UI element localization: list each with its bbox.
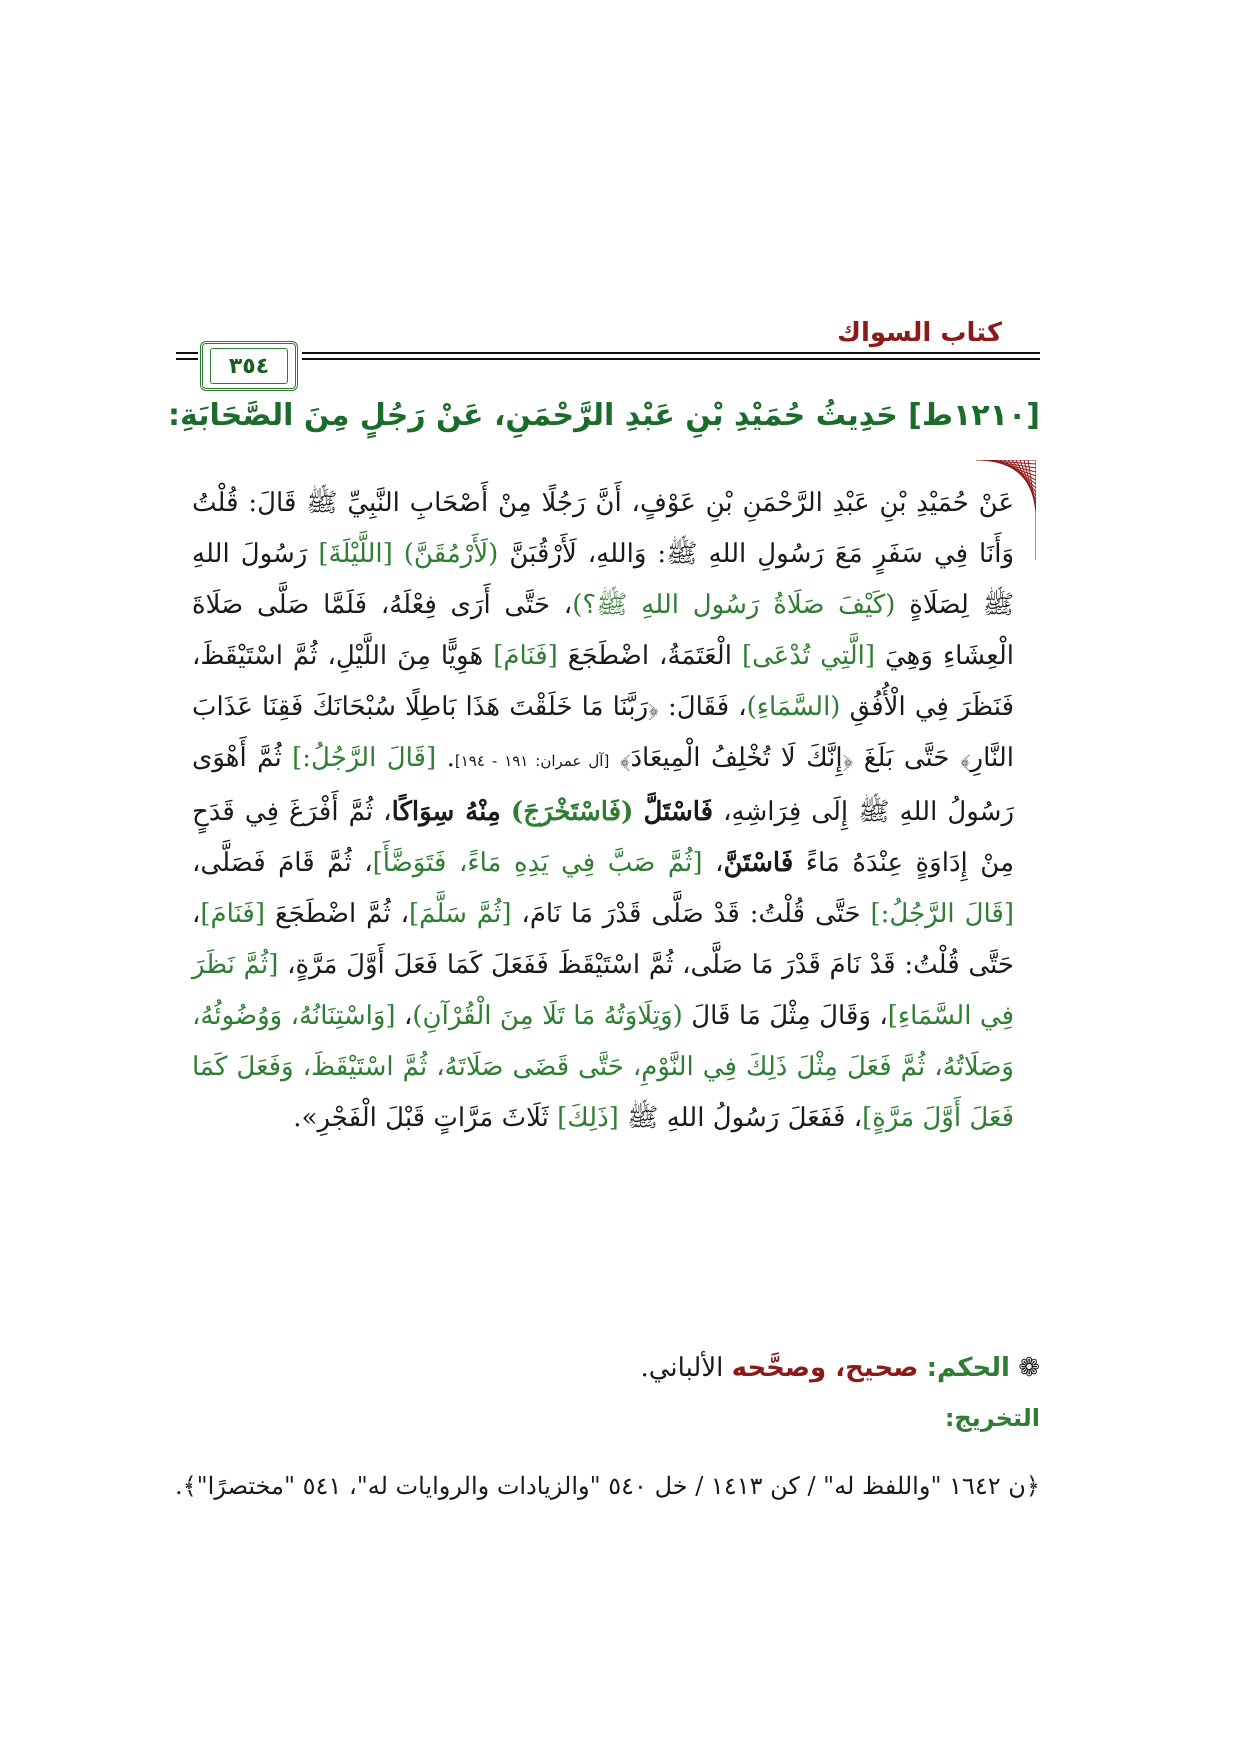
variant-segment: [فَنَامَ] (200, 899, 265, 929)
page-number: ٣٥٤ (210, 348, 288, 384)
hadith-segment: ثَلَاثَ مَرَّاتٍ قَبْلَ الْفَجْرِ». (293, 1103, 558, 1133)
emphasis-segment: فَاسْتَنَّ (723, 848, 794, 878)
emphasis-segment: مِنْهُ سِوَاكًا (391, 797, 501, 827)
emphasis-segment: فَاسْتَلَّ (643, 797, 714, 827)
hadith-segment (633, 797, 643, 827)
hadith-segment: رَسُولَ اللهِ ﷺ لِصَلَاةٍ (192, 539, 1014, 620)
hadith-segment: ، ثُمَّ اضْطَجَعَ (265, 899, 410, 929)
variant-segment: [وَاسْتِنَانُهُ، وَوُضُوئُهُ، وَصَلَاتُهُ، ثُمَّ فَعَلَ مِثْلَ ذَلِكَ فِي النَّوْمِ، حَتَّى قَضَى صَلَاتَهُ، ثُمَّ اسْتَيْقَظَ، وَفَعَلَ كَمَا فَعَلَ أَوَّلَ مَرَّةٍ] (192, 1001, 1014, 1133)
variant-segment: [فَنَامَ] (493, 641, 558, 671)
variant-segment: [ذَلِكَ] (557, 1103, 619, 1133)
hadith-segment: . (436, 743, 455, 773)
header-rule-top (302, 352, 1040, 354)
hadith-segment: عَنْ حُمَيْدِ بْنِ عَبْدِ الرَّحْمَنِ بْنِ عَوْفٍ، أَنَّ رَجُلًا مِنْ أَصْحَابِ النَّبِيِّ ﷺ قَالَ: قُلْتُ وَأَنَا فِي سَفَرٍ مَعَ رَسُولِ اللهِ ﷺ: وَاللهِ، لَأَرْقُبَنَّ (192, 488, 1014, 569)
variant-segment: (كَيْفَ صَلَاةُ رَسُول اللهِ ﷺ؟) (572, 590, 896, 620)
ruling-label: الحكم: (926, 1353, 1010, 1383)
hadith-segment: هَوِيًّا مِنَ اللَّيْلِ، ثُمَّ اسْتَيْقَظَ، فَنَظَرَ فِي الْأُفُقِ (192, 641, 1014, 722)
book-title: كتاب السواك (837, 318, 1002, 348)
hadith-segment: ، (395, 1001, 413, 1031)
ruling-rest: الألباني. (640, 1353, 732, 1383)
variant-segment: [ثُمَّ صَبَّ فِي يَدِهِ مَاءً، فَتَوَضَّأَ] (372, 848, 703, 878)
ruling-value: صحيح، وصحَّحه (731, 1353, 919, 1383)
hadith-segment: ، حَتَّى قُلْتُ: قَدْ نَامَ قَدْرَ مَا صَلَّى، ثُمَّ اسْتَيْقَظَ فَفَعَلَ كَمَا فَعَلَ أَوَّلَ مَرَّةٍ، (192, 899, 1015, 980)
variant-segment: (لَأَرْمُقَنَّ) [اللَّيْلَةَ] (318, 539, 499, 569)
takhrij-text: ﴿ن ١٦٤٢ "واللفظ له" / كن ١٤١٣ / خل ٥٤٠ "والزيادات والروايات له"، ٥٤١ "مختصرًا"﴾. (174, 1472, 1040, 1500)
ruling-line (180, 1353, 1040, 1383)
hadith-segment: ، (702, 848, 724, 878)
hadith-segment: ، فَفَعَلَ رَسُولُ اللهِ ﷺ (618, 1103, 863, 1133)
header-rule-left-bottom (176, 358, 198, 360)
variant-segment: (فَاسْتَخْرَجَ) (510, 797, 634, 827)
hadith-segment: ، ثُمَّ أَفْرَغَ فِي قَدَحٍ مِنْ إِدَاوَةٍ عِنْدَهُ مَاءً (192, 797, 1015, 878)
variant-segment: [ثُمَّ سَلَّمَ] (409, 899, 512, 929)
header-rule-left-top (176, 352, 198, 354)
variant-segment: [قَالَ الرَّجُلُ:] (870, 899, 1014, 929)
hadith-segment: الْعَتَمَةُ، اضْطَجَعَ (557, 641, 742, 671)
variant-segment: (وَتِلَاوَتُهُ مَا تَلَا مِنَ الْقُرْآنِ) (412, 1001, 683, 1031)
takhrij-heading: التخريج: (944, 1404, 1040, 1432)
variant-segment: [الَّتِي تُدْعَى] (741, 641, 875, 671)
page-number-badge (200, 341, 298, 391)
hadith-number: [١٢١٠ط] (908, 398, 1040, 433)
hadith-segment: ، فَقَالَ: ﴿رَبَّنَا مَا خَلَقْتَ هَذَا بَاطِلًا سُبْحَانَكَ فَقِنَا عَذَابَ النَّارِ﴾ حَتَّى بَلَغَ ﴿إِنَّكَ لَا تُخْلِفُ الْمِيعَادَ﴾ (192, 692, 1015, 773)
hadith-segment: حَتَّى قُلْتُ: قَدْ صَلَّى قَدْرَ مَا نَامَ، (511, 899, 871, 929)
variant-segment: [ثُمَّ نَظَرَ فِي السَّمَاءِ] (192, 950, 1014, 1031)
hadith-segment: ، وَقَالَ مِثْلَ مَا قَالَ (682, 1001, 888, 1031)
hadith-text (192, 478, 1014, 1144)
hadith-title (168, 398, 1040, 433)
variant-segment: [قَالَ الرَّجُلُ:] (292, 743, 437, 773)
hadith-segment: ، حَتَّى أَرَى فِعْلَهُ، فَلَمَّا صَلَّى صَلَاةَ الْعِشَاءِ وَهِيَ (192, 590, 1014, 671)
variant-segment: (السَّمَاءِ) (746, 692, 841, 722)
hadith-segment: ثُمَّ أَهْوَى رَسُولُ اللهِ ﷺ إِلَى فِرَاشِهِ، (192, 743, 1014, 827)
hadith-segment: ، ثُمَّ قَامَ فَصَلَّى، (192, 848, 373, 878)
quran-reference: [آل عمران: ١٩١ - ١٩٤] (454, 752, 610, 770)
hadith-segment (501, 797, 511, 827)
hadith-title-text: حَدِيثُ حُمَيْدِ بْنِ عَبْدِ الرَّحْمَنِ، عَنْ رَجُلٍ مِنَ الصَّحَابَةِ: (168, 398, 898, 433)
header-rule-bottom (302, 358, 1040, 360)
flower-icon: ❁ (1018, 1353, 1040, 1383)
